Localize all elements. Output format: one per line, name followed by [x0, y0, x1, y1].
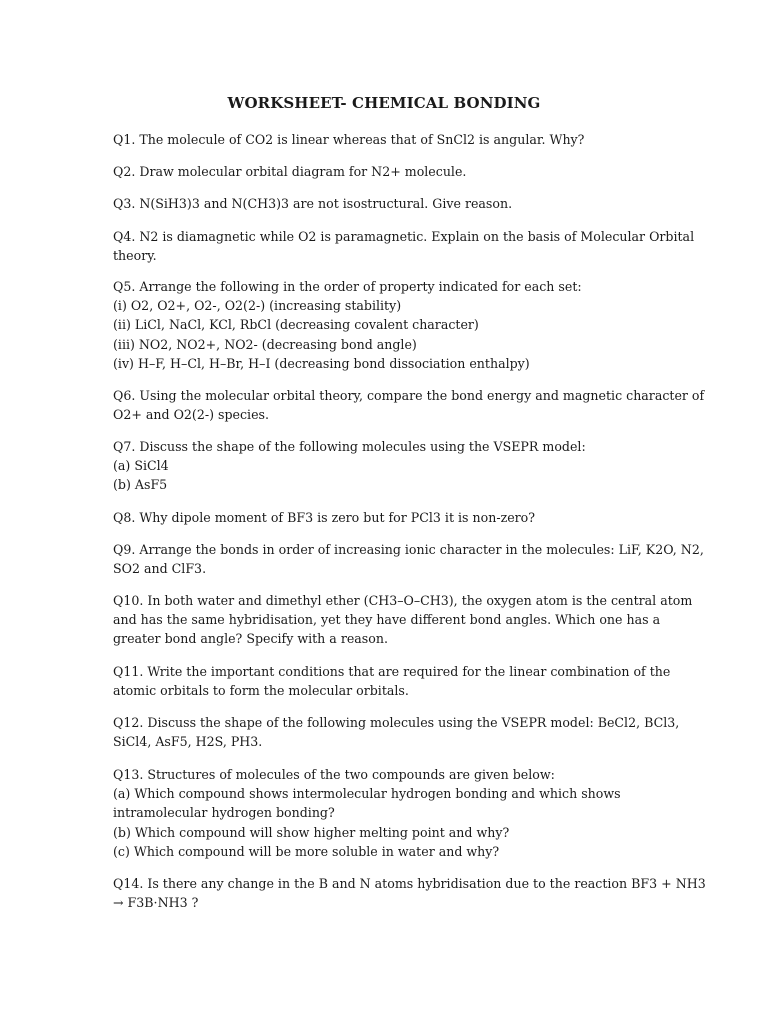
question-line: theory.: [113, 248, 157, 264]
question-line: (ii) LiCl, NaCl, KCl, RbCl (decreasing covalent character): [113, 317, 479, 333]
question-line: (iv) H–F, H–Cl, H–Br, H–I (decreasing bond dissociation enthalpy): [113, 355, 530, 371]
question-line: Q12. Discuss the shape of the following molecules using the VSEPR model: BeCl2, BCl3,: [113, 715, 680, 730]
question-line: Q2. Draw molecular orbital diagram for N2+ molecule.: [113, 164, 467, 179]
question-line: (iii) NO2, NO2+, NO2- (decreasing bond angle): [113, 336, 417, 352]
question-line: SO2 and ClF3.: [113, 561, 207, 577]
question-10: [113, 591, 693, 649]
question-6: [113, 386, 705, 424]
question-line: (c) Which compound will be more soluble in water and why?: [113, 843, 500, 859]
question-line: (a) Which compound shows intermolecular hydrogen bonding and which shows: [113, 786, 621, 802]
question-line: and has the same hybridisation, yet they have different bond angles. Which one has a: [113, 612, 661, 628]
question-line: (b) AsF5: [113, 477, 168, 493]
question-line: Q9. Arrange the bonds in order of increasing ionic character in the molecules: LiF, K2O, N2,: [113, 542, 704, 557]
question-2: [113, 162, 658, 181]
question-line: Q11. Write the important conditions that are required for the linear combination of the: [113, 664, 671, 679]
question-line: → F3B·NH3 ?: [113, 895, 199, 911]
question-line: Q8. Why dipole moment of BF3 is zero but for PCl3 it is non-zero?: [113, 510, 536, 525]
question-13: [113, 765, 658, 861]
question-line: atomic orbitals to form the molecular orbitals.: [113, 683, 409, 699]
question-line: SiCl4, AsF5, H2S, PH3.: [113, 734, 263, 750]
question-1: [113, 130, 658, 149]
question-line: O2+ and O2(2-) species.: [113, 407, 269, 423]
question-4: [113, 227, 695, 265]
question-line: Q1. The molecule of CO2 is linear whereas that of SnCl2 is angular. Why?: [113, 132, 585, 147]
question-line: Q4. N2 is diamagnetic while O2 is paramagnetic. Explain on the basis of Molecular Orbital: [113, 229, 695, 244]
question-line: (a) SiCl4: [113, 458, 169, 474]
question-14: [113, 874, 706, 912]
question-5: [113, 277, 658, 373]
question-line: (b) Which compound will show higher melting point and why?: [113, 824, 510, 840]
question-9: [113, 540, 704, 578]
question-line: (i) O2, O2+, O2-, O2(2-) (increasing stability): [113, 298, 402, 314]
question-7: [113, 437, 658, 495]
question-line: Q13. Structures of molecules of the two compounds are given below:: [113, 767, 555, 782]
question-line: Q10. In both water and dimethyl ether (CH3–O–CH3), the oxygen atom is the central atom: [113, 593, 693, 608]
question-line: Q6. Using the molecular orbital theory, compare the bond energy and magnetic character of: [113, 388, 705, 403]
question-8: [113, 508, 658, 527]
question-line: Q3. N(SiH3)3 and N(CH3)3 are not isostructural. Give reason.: [113, 196, 513, 211]
page-title: WORKSHEET- CHEMICAL BONDING: [227, 94, 541, 112]
question-3: [113, 194, 658, 213]
question-line: Q7. Discuss the shape of the following molecules using the VSEPR model:: [113, 439, 586, 454]
question-line: Q14. Is there any change in the B and N atoms hybridisation due to the reaction BF3 + NH3: [113, 876, 706, 891]
question-11: [113, 662, 671, 700]
question-line: greater bond angle? Specify with a reason.: [113, 631, 388, 647]
question-line: intramolecular hydrogen bonding?: [113, 805, 335, 821]
question-line: Q5. Arrange the following in the order of property indicated for each set:: [113, 279, 582, 294]
question-12: [113, 713, 680, 751]
